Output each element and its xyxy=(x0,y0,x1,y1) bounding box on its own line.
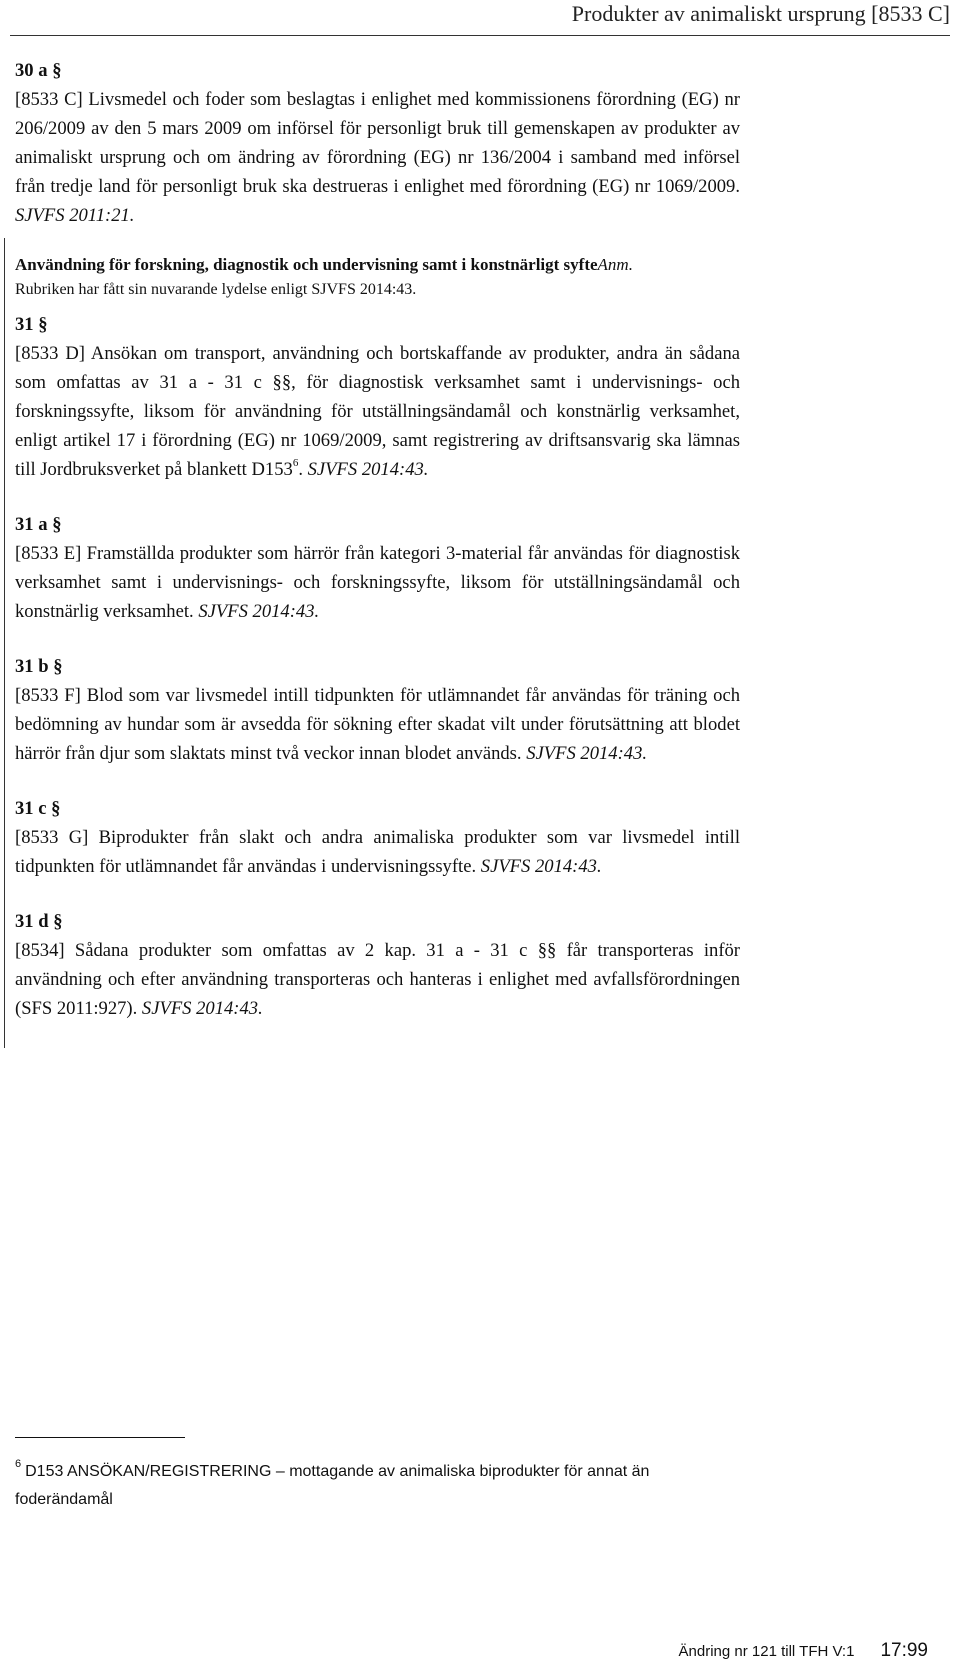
section-text: [8533 C] Livsmedel och foder som beslagtas i enlighet med kommissionens förordning (EG) nr 206/2009 av den 5 mars 2009 om införsel för personligt bruk till gemenskapen av produkter av animaliskt ursprung och om ändring av förordning (EG) nr 136/2004 i samband med införsel från tredje land för personligt bruk ska destrueras i enlighet med förordning (EG) nr 1069/2009. SJVFS 2011:21. xyxy=(15,89,740,226)
section-reference: SJVFS 2014:43. xyxy=(141,998,263,1019)
footnote-text: D153 ANSÖKAN/REGISTRERING – mottagande av animaliska biprodukter för annat än foderändamål xyxy=(15,1463,650,1508)
section-31b xyxy=(15,652,740,768)
section-number: 31 d § xyxy=(15,911,63,932)
page-body xyxy=(15,56,740,1023)
page-header xyxy=(0,0,960,36)
section-number: 30 a § xyxy=(15,60,62,81)
section-31 xyxy=(15,310,740,484)
section-31d xyxy=(15,907,740,1023)
rubric-heading: Användning för forskning, diagnostik och undervisning samt i konstnärligt syfteAnm. xyxy=(15,255,633,274)
section-reference: SJVFS 2014:43. xyxy=(198,601,320,622)
section-30a xyxy=(15,56,740,230)
running-title: Produkter av animaliskt ursprung [8533 C] xyxy=(571,1,950,26)
section-text: [8533 F] Blod som var livsmedel intill tidpunkten för utlämnandet får användas för träning och bedömning av hundar som är avsedda för sökning efter skadat vilt under förutsättning att blodet härrör från djur som slaktats minst två veckor innan blodet används. SJVFS 2014:43. xyxy=(15,685,740,764)
section-text: [8533 D] Ansökan om transport, användning och bortskaffande av produkter, andra än sådana som omfattas av 31 a - 31 c §§, för diagnostisk verksamhet samt i undervisnings- och forskningssyfte, liksom för användning för utställningsändamål och konstnärlig verksamhet, enligt artikel 17 i förordning (EG) nr 1069/2009, samt registrering av driftsansvarig ska lämnas till Jordbruksverket på blankett $D153^6$. SJVFS 2014:43. xyxy=(15,343,740,480)
footnote-rule xyxy=(15,1437,185,1438)
section-reference: SJVFS 2014:43. xyxy=(480,856,602,877)
section-number: 31 a § xyxy=(15,514,62,535)
rubric-note: Rubriken har fått sin nuvarande lydelse enligt SJVFS 2014:43. xyxy=(15,281,417,298)
section-reference: SJVFS 2014:43. xyxy=(307,459,429,480)
rubric xyxy=(15,252,740,302)
section-reference: SJVFS 2011:21. xyxy=(15,205,135,226)
footnote xyxy=(15,1458,735,1514)
section-text: [8534] Sådana produkter som omfattas av 2 kap. 31 a - 31 c §§ får transporteras inför användning och efter användning transporteras och hanteras i enlighet med avfallsförordningen (SFS 2011:927). SJVFS 2014:43. xyxy=(15,940,740,1019)
section-number: 31 c § xyxy=(15,798,61,819)
section-text: [8533 E] Framställda produkter som härrör från kategori 3-material får användas för diagnostisk verksamhet samt i undervisnings- och forskningssyfte, liksom för utställningsändamål och konstnärlig verksamhet. SJVFS 2014:43. xyxy=(15,543,740,622)
section-text: [8533 G] Biprodukter från slakt och andra animaliska produkter som var livsmedel intill tidpunkten för utlämnandet får användas i undervisningssyfte. SJVFS 2014:43. xyxy=(15,827,740,877)
section-reference: SJVFS 2014:43. xyxy=(526,743,648,764)
section-number: 31 § xyxy=(15,314,48,335)
page-number: 17:99 xyxy=(880,1640,928,1661)
section-31c xyxy=(15,794,740,881)
page-footer xyxy=(679,1640,928,1662)
section-number: 31 b § xyxy=(15,656,63,677)
footnote-reference: 6 xyxy=(292,456,299,469)
header-rule xyxy=(10,35,950,36)
rubric-anm: Anm. xyxy=(597,255,633,274)
edition-label: Ändring nr 121 till TFH V:1 xyxy=(678,1643,855,1660)
change-bar xyxy=(4,238,5,1048)
footnote-mark: 6 xyxy=(15,1457,22,1470)
section-31a xyxy=(15,510,740,626)
